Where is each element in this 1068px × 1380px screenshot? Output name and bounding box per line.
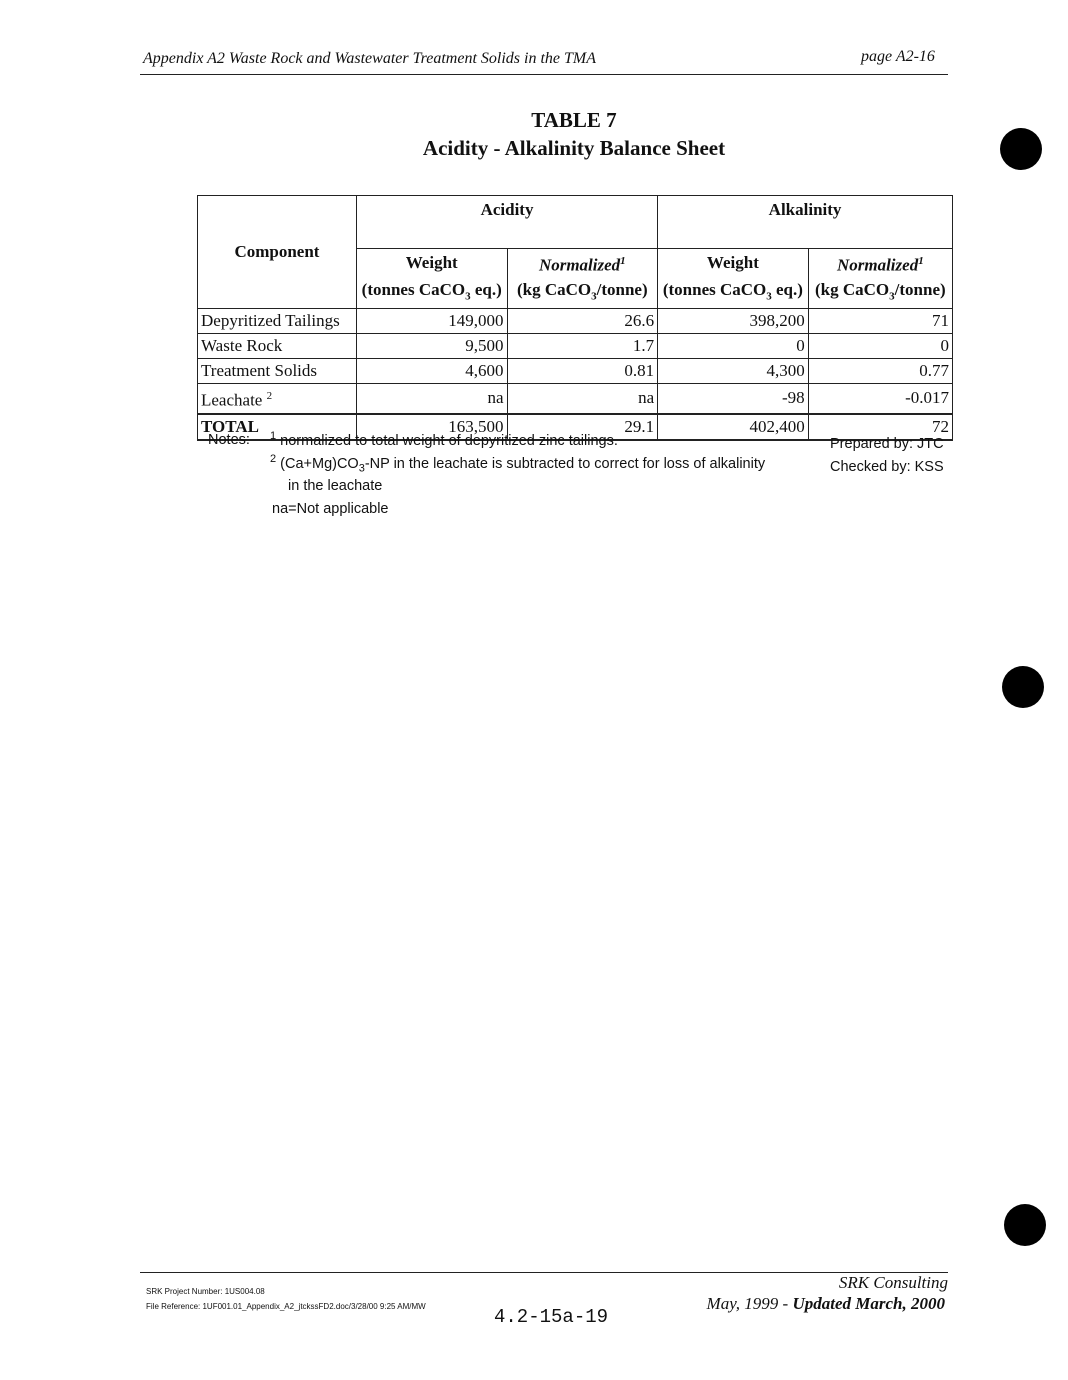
table-row — [198, 334, 953, 359]
normalized-footnote-mark: 1 — [918, 255, 924, 267]
total-alk-norm: 72 — [808, 414, 952, 440]
document-code: 4.2-15a-19 — [494, 1306, 609, 1328]
table-row — [198, 309, 953, 334]
unit-text: eq.) — [470, 279, 502, 299]
table-number: TABLE 7 — [531, 108, 617, 132]
alk-weight-cell: 0 — [658, 334, 809, 359]
unit-subscript: 3 — [889, 290, 895, 303]
row-component — [198, 384, 357, 414]
note-text: -NP in the leachate is subtracted to correct for loss of alkalinity — [364, 455, 766, 472]
footnote-mark: 2 — [266, 390, 273, 403]
acid-weight-unit — [356, 278, 507, 309]
row-component — [198, 334, 357, 359]
alk-norm-cell: 71 — [808, 309, 952, 334]
alk-weight-unit — [658, 278, 809, 309]
component-name: Treatment Solids — [201, 361, 318, 381]
row-component — [198, 309, 357, 334]
note-text: normalized to total weight of depyritized zinc tailings. — [280, 432, 618, 449]
acid-norm-cell: 1.7 — [507, 334, 658, 359]
project-number: SRK Project Number: 1US004.08 — [146, 1287, 265, 1296]
normalized-label: Normalized — [836, 255, 919, 275]
acid-norm-unit — [507, 278, 658, 309]
alk-weight-cell: -98 — [658, 384, 809, 414]
update-date: Updated March, 2000 — [792, 1294, 945, 1313]
page-number: page A2-16 — [861, 48, 935, 65]
total-acid-norm: 29.1 — [507, 414, 658, 440]
note-text: (Ca+Mg)CO — [280, 455, 359, 472]
notes-label: Notes: — [208, 432, 250, 448]
row-component — [198, 359, 357, 384]
acid-weight-cell: 9,500 — [356, 334, 507, 359]
unit-text: (tonnes CaCO — [361, 279, 466, 299]
alk-norm-unit — [808, 278, 952, 309]
component-name: Depyritized Tailings — [201, 311, 340, 331]
normalized-label: Normalized — [538, 255, 621, 275]
acid-weight-cell: 149,000 — [356, 309, 507, 334]
alk-norm-cell: 0.77 — [808, 359, 952, 384]
binder-hole-bottom — [1004, 1204, 1046, 1246]
unit-text: eq.) — [771, 279, 803, 299]
unit-text: (tonnes CaCO — [662, 279, 767, 299]
note-subscript: 3 — [358, 462, 365, 475]
table-group-header-row — [198, 196, 953, 249]
table-row — [198, 384, 953, 414]
unit-text: (kg CaCO — [516, 279, 592, 299]
alk-weight-cell: 4,300 — [658, 359, 809, 384]
acid-norm-cell: 26.6 — [507, 309, 658, 334]
total-acid-weight: 163,500 — [356, 414, 507, 440]
unit-text: /tonne) — [596, 279, 648, 299]
acid-normalized-header — [507, 249, 658, 278]
alkalinity-header: Alkalinity — [658, 196, 953, 249]
total-alk-weight: 402,400 — [658, 414, 809, 440]
alk-weight-header: Weight — [658, 249, 809, 278]
note-2-continuation: in the leachate — [288, 478, 383, 494]
table-title: Acidity - Alkalinity Balance Sheet — [422, 136, 726, 160]
unit-subscript: 3 — [766, 290, 772, 303]
unit-subscript: 3 — [465, 290, 471, 303]
alk-norm-cell: -0.017 — [808, 384, 952, 414]
note-2 — [270, 453, 765, 475]
prepared-by: Prepared by: JTC — [830, 436, 944, 452]
table-row — [198, 359, 953, 384]
alk-weight-cell: 398,200 — [658, 309, 809, 334]
file-reference: File Reference: 1UF001.01_Appendix_A2_jtckssFD2.doc/3/28/00 9:25 AM/MW — [146, 1302, 426, 1311]
binder-hole-middle — [1002, 666, 1044, 708]
acid-weight-cell: 4,600 — [356, 359, 507, 384]
document-date — [0, 1294, 945, 1314]
unit-subscript: 3 — [591, 290, 597, 303]
note-na: na=Not applicable — [272, 501, 389, 517]
date-text: May, 1999 - — [706, 1294, 793, 1313]
footnote-mark: 2 — [270, 453, 277, 465]
header-rule — [140, 74, 948, 75]
firm-name: SRK Consulting — [838, 1273, 948, 1292]
balance-table — [197, 195, 953, 441]
note-1 — [270, 430, 618, 449]
acid-weight-header: Weight — [356, 249, 507, 278]
normalized-footnote-mark: 1 — [620, 255, 626, 267]
running-header-title: Appendix A2 Waste Rock and Wastewater Treatment Solids in the TMA — [143, 50, 596, 67]
footnote-mark: 1 — [270, 430, 277, 442]
total-label: TOTAL — [198, 414, 357, 440]
alk-norm-cell: 0 — [808, 334, 952, 359]
acid-norm-cell: 0.81 — [507, 359, 658, 384]
unit-text: /tonne) — [894, 279, 946, 299]
acidity-header: Acidity — [356, 196, 657, 249]
component-name: Waste Rock — [201, 336, 283, 356]
component-header: Component — [198, 196, 357, 309]
component-name: Leachate — [201, 390, 263, 410]
acid-norm-cell: na — [507, 384, 658, 414]
checked-by: Checked by: KSS — [830, 459, 944, 475]
acid-weight-cell: na — [356, 384, 507, 414]
unit-text: (kg CaCO — [815, 279, 890, 299]
alk-normalized-header — [808, 249, 952, 278]
